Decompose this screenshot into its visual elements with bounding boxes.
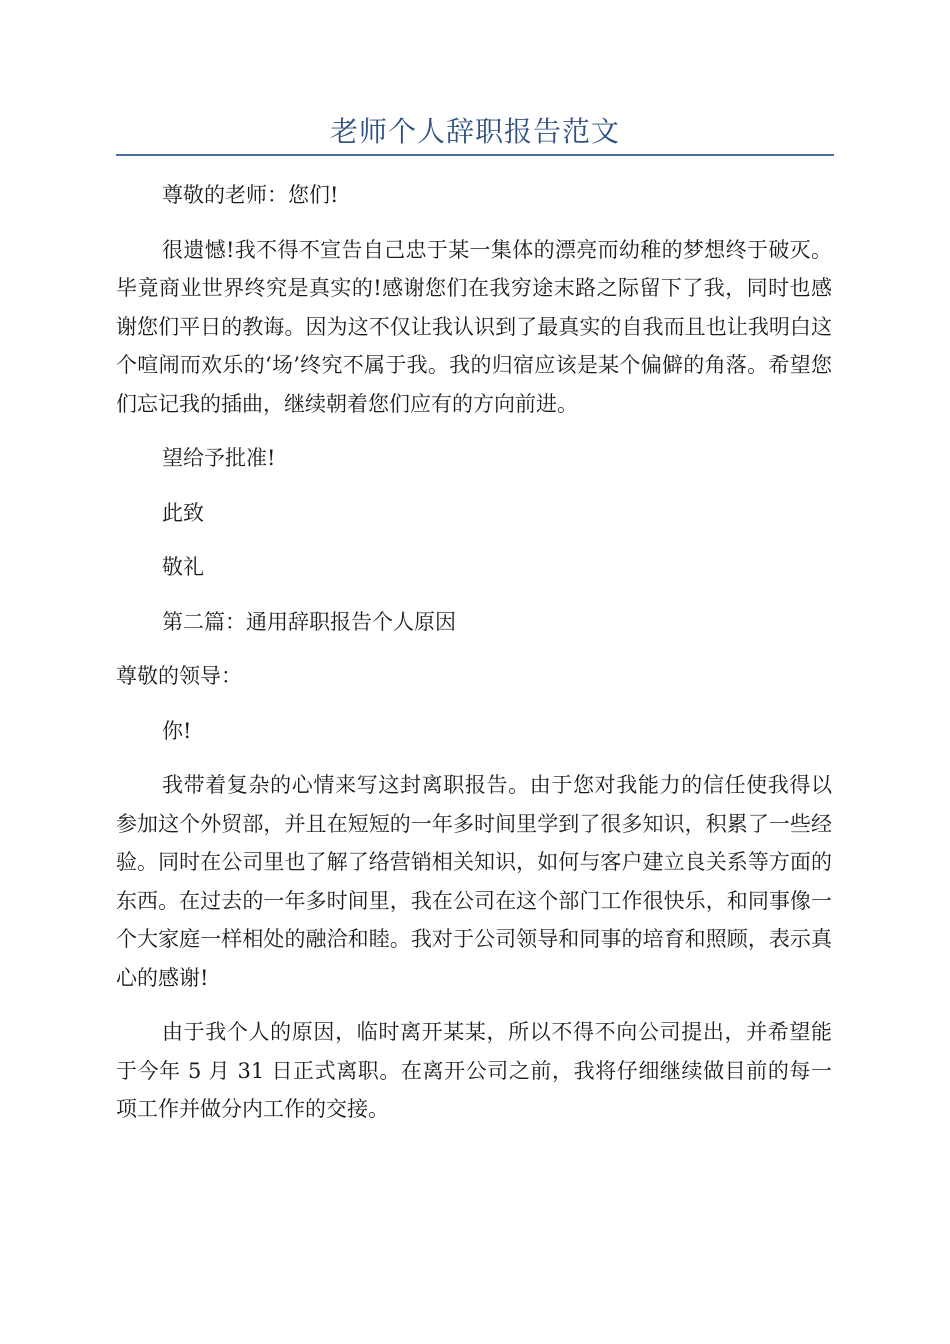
body-paragraph: 我带着复杂的心情来写这封离职报告。由于您对我能力的信任使我得以参加这个外贸部，并且在短短的一年多时间里学到了很多知识，积累了一些经验。同时在公司里也了解了络营销相关知识，如何与客户建立良关系等方面的东西。在过去的一年多时间里，我在公司在这个部门工作很快乐，和同事像一个大家庭一样相处的融洽和睦。我对于公司领导和同事的培育和照顾，表示真心的感谢! bbox=[116, 773, 832, 990]
document-title: 老师个人辞职报告范文 bbox=[329, 115, 620, 148]
closing-line: 此致 bbox=[162, 500, 204, 525]
request-line: 望给予批准! bbox=[162, 446, 276, 470]
body-paragraph: 由于我个人的原因，临时离开某某，所以不得不向公司提出，并希望能于今年 5 月 31 日正式离职。在离开公司之前，我将仔细继续做目前的每一项工作并做分内工作的交接。 bbox=[116, 1020, 832, 1121]
salutation: 尊敬的领导： bbox=[116, 664, 242, 688]
body-paragraph: 很遗憾!我不得不宣告自己忠于某一集体的漂亮而幼稚的梦想终于破灭。毕竟商业世界终究是真实的!感谢您们在我穷途末路之际留下了我，同时也感谢您们平日的教诲。因为这不仅让我认识到了最真实的自我而且也让我明白这个喧闹而欢乐的‘场’终究不属于我。我的归宿应该是某个偏僻的角落。希望您们忘记我的插曲，继续朝着您们应有的方向前进。 bbox=[116, 237, 832, 416]
document-body bbox=[116, 176, 832, 1145]
closing-regards: 敬礼 bbox=[162, 555, 204, 579]
greeting-line: 你! bbox=[162, 718, 192, 743]
section-heading: 第二篇：通用辞职报告个人原因 bbox=[162, 609, 456, 634]
salutation: 尊敬的老师：您们! bbox=[162, 183, 339, 207]
title-underline bbox=[116, 154, 834, 156]
